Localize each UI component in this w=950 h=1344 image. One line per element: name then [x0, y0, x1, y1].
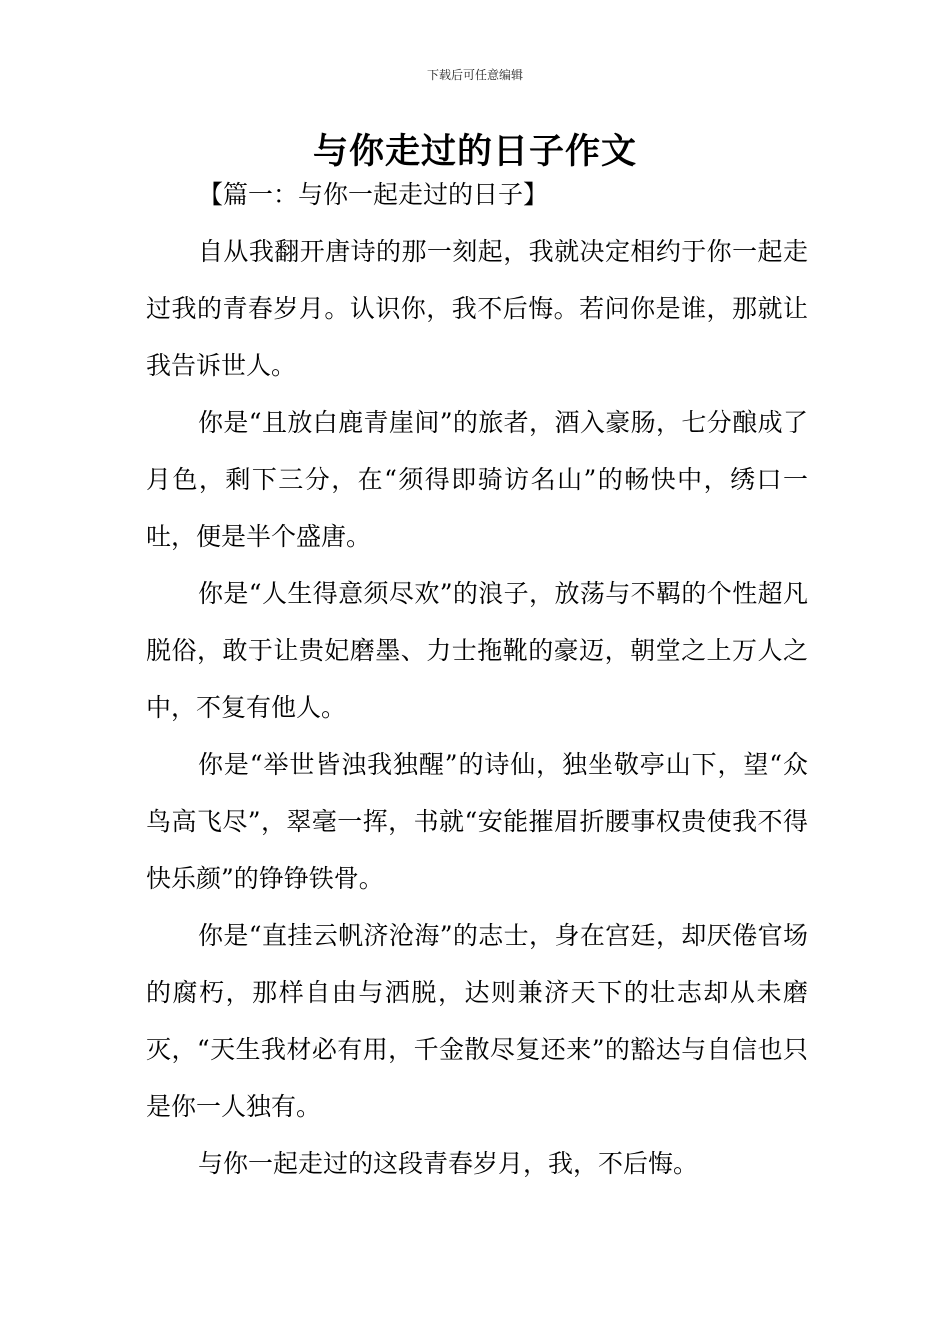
- document-body: [146, 166, 808, 1192]
- page-title: 与你走过的日子作文: [312, 132, 637, 172]
- paragraph-1: 自从我翻开唐诗的那一刻起，我就决定相约于你一起走过我的青春岁月。认识你，我不后悔。若问你是谁，那就让我告诉世人。: [146, 237, 808, 380]
- paragraph-6: 与你一起走过的这段青春岁月，我，不后悔。: [198, 1149, 699, 1178]
- paragraph-3: 你是“人生得意须尽欢”的浪子，放荡与不羁的个性超凡脱俗，敢于让贵妃磨墨、力士拖靴的豪迈，朝堂之上万人之中，不复有他人。: [146, 579, 808, 722]
- paragraph-2: 你是“且放白鹿青崖间”的旅者，酒入豪肠，七分酿成了月色，剩下三分，在“须得即骑访名山”的畅快中，绣口一吐，便是半个盛唐。: [146, 408, 808, 551]
- paragraph-5: 你是“直挂云帆济沧海”的志士，身在宫廷，却厌倦官场的腐朽，那样自由与洒脱，达则兼济天下的壮志却从未磨灭，“天生我材必有用，千金散尽复还来”的豁达与自信也只是你一人独有。: [146, 921, 808, 1121]
- section-heading: 【篇一：与你一起走过的日子】: [198, 180, 549, 209]
- paragraph-4: 你是“举世皆浊我独醒”的诗仙，独坐敬亭山下，望“众鸟高飞尽”，翠毫一挥，书就“安能摧眉折腰事权贵使我不得快乐颜”的铮铮铁骨。: [146, 750, 808, 893]
- header-note: 下载后可任意编辑: [426, 68, 523, 82]
